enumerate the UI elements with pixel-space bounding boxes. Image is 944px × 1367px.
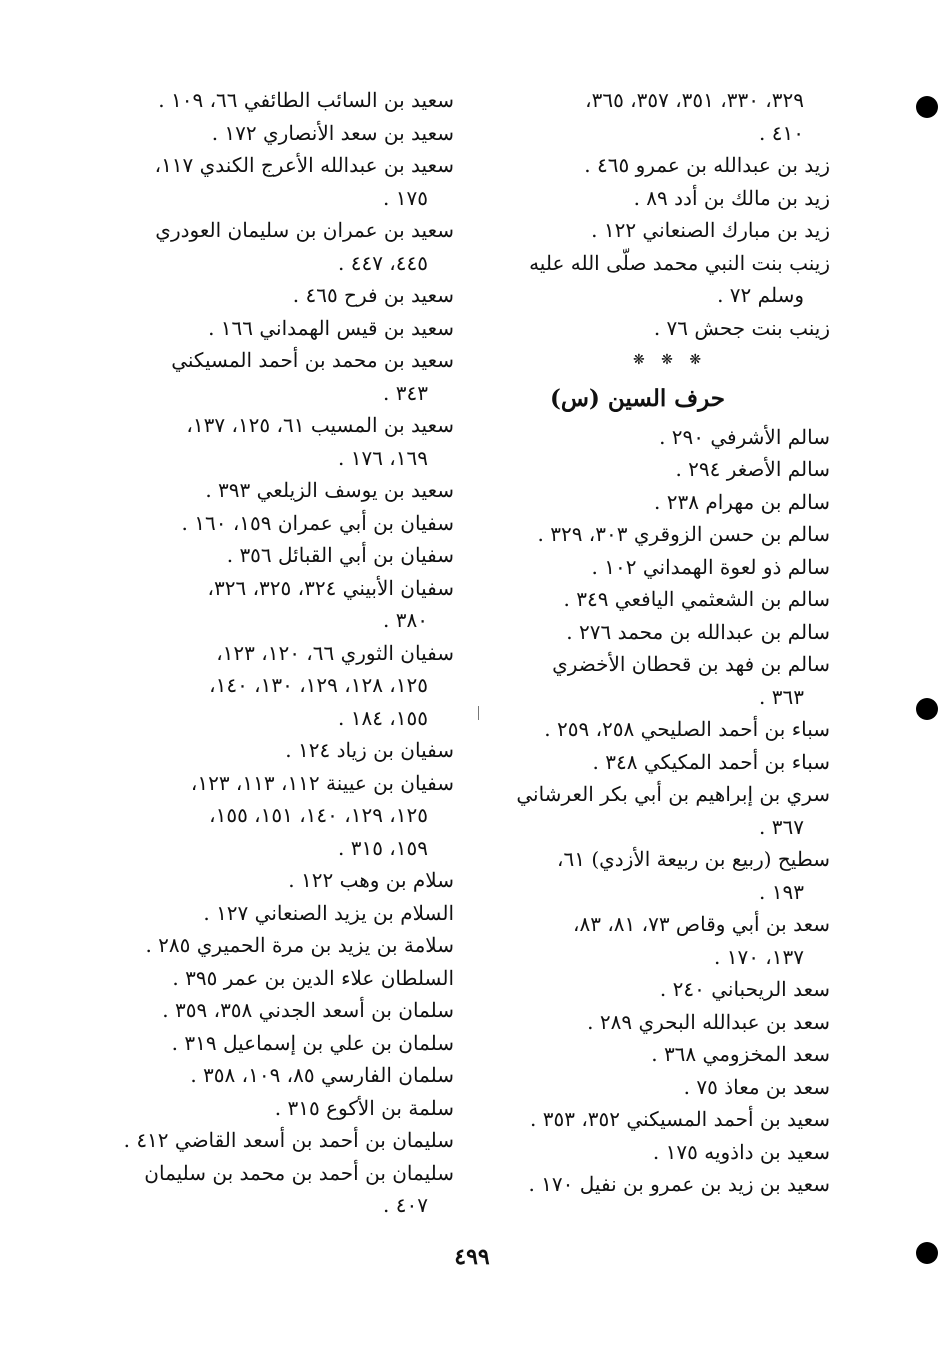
section-heading: حرف السين (س) xyxy=(550,384,725,412)
index-entry-continuation: ٤١٠ . xyxy=(759,120,804,145)
index-entry: سفيان بن زياد ١٢٤ . xyxy=(285,738,454,762)
index-entry: سعيد بن المسيب ٦١، ١٢٥، ١٣٧، xyxy=(186,413,454,437)
index-entry: سالم بن عبدالله بن محمد ٢٧٦ . xyxy=(566,619,830,644)
index-entry: سفيان بن أبي القبائل ٣٥٦ . xyxy=(226,543,454,567)
index-entry: زيد بن عبدالله بن عمرو ٤٦٥ . xyxy=(584,153,830,177)
index-entry-continuation: ١٥٩، ٣١٥ . xyxy=(338,835,428,860)
index-entry: سعد المخزومي ٣٦٨ . xyxy=(651,1042,830,1066)
index-entry-continuation: ١٥٥، ١٨٤ . xyxy=(338,705,428,730)
index-entry: سالم بن مهرام ٢٣٨ . xyxy=(654,489,830,514)
index-entry: سعيد بن السائب الطائفي ٦٦، ١٠٩ . xyxy=(158,88,454,112)
index-entry: سفيان بن أبي عمران ١٥٩، ١٦٠ . xyxy=(181,510,454,535)
index-entry: سعيد بن عبدالله الأعرج الكندي ١١٧، xyxy=(154,153,454,177)
index-entry: سعد بن عبدالله البحري ٢٨٩ . xyxy=(587,1009,830,1034)
binder-hole-top xyxy=(916,96,938,118)
index-entry-continuation: ٤٠٧ . xyxy=(383,1193,428,1217)
index-entry: سليمان بن أحمد بن محمد بن سليمان xyxy=(144,1160,454,1185)
index-entry-continuation: ١٦٩، ١٧٦ . xyxy=(338,445,428,470)
index-entry-continuation: ٣٨٠ . xyxy=(383,608,428,632)
page-number: ٤٩٩ xyxy=(454,1244,490,1270)
index-entry: سلمان الفارسي ٨٥، ١٠٩، ٣٥٨ . xyxy=(190,1063,454,1087)
index-entry: السلام بن يزيد الصنعاني ١٢٧ . xyxy=(203,900,454,925)
index-entry: سلام بن وهب ١٢٢ . xyxy=(288,868,454,892)
index-column-right xyxy=(510,84,830,1201)
index-entry: سطيح (ربيع بن ربيعة الأزدي) ٦١، xyxy=(557,847,830,871)
index-entry: سعيد بن يوسف الزيلعي ٣٩٣ . xyxy=(205,478,454,502)
index-entry-continuation: ١٢٥، ١٢٩، ١٤٠، ١٥١، ١٥٥، xyxy=(209,803,428,827)
index-entry: سعيد بن فرح ٤٦٥ . xyxy=(292,283,454,307)
scan-mark xyxy=(478,706,479,720)
index-entry: سعيد بن قيس الهمداني ١٦٦ . xyxy=(208,315,454,340)
index-entry: سعيد بن محمد بن أحمد المسيكني xyxy=(171,348,454,372)
index-entry: سباء بن أحمد المكيكي ٣٤٨ . xyxy=(592,749,830,774)
index-entry: زيد بن مبارك الصنعاني ١٢٢ . xyxy=(591,218,830,242)
index-entry-continuation: ٣٦٧ . xyxy=(759,814,804,839)
index-entry: سفيان الثوري ٦٦، ١٢٠، ١٢٣، xyxy=(216,640,454,665)
index-entry: سعيد بن سعد الأنصاري ١٧٢ . xyxy=(211,120,454,145)
index-entry-continuation: ١٧٥ . xyxy=(383,185,428,210)
index-entry-continuation: ١٢٥، ١٢٨، ١٢٩، ١٣٠، ١٤٠، xyxy=(209,673,428,697)
index-entry: سلمان بن علي بن إسماعيل ٣١٩ . xyxy=(171,1030,454,1055)
index-entry: سليمان بن أحمد بن أسعد القاضي ٤١٢ . xyxy=(123,1128,454,1152)
index-entry: سعيد بن زيد بن عمرو بن نفيل ١٧٠ . xyxy=(528,1172,830,1196)
index-entry: سفيان الأبيني ٣٢٤، ٣٢٥، ٣٢٦، xyxy=(207,575,454,600)
index-entry: سعيد بن عمران بن سليمان العودري xyxy=(155,218,454,242)
index-entry: سالم الأشرفي ٢٩٠ . xyxy=(659,424,830,449)
index-entry: سعيد بن داذويه ١٧٥ . xyxy=(652,1139,830,1164)
index-entry: سلامة بن يزيد بن مرة الحميري ٢٨٥ . xyxy=(145,933,454,957)
index-entry: سالم ذو لعوة الهمداني ١٠٢ . xyxy=(591,554,830,579)
index-entry-continuation: ٣٢٩، ٣٣٠، ٣٥١، ٣٥٧، ٣٦٥، xyxy=(585,88,804,112)
index-column-left xyxy=(123,84,454,1222)
index-entry: سري بن إبراهيم بن أبي بكر العرشاني xyxy=(516,782,830,806)
index-entry-continuation: ١٣٧، ١٧٠ . xyxy=(714,944,804,969)
index-entry: سعد الريحباني ٢٤٠ . xyxy=(659,977,830,1001)
index-entry: سباء بن أحمد الصليحي ٢٥٨، ٢٥٩ . xyxy=(544,717,830,741)
index-entry-continuation: ٣٦٣ . xyxy=(759,684,804,709)
index-entry: سلمة بن الأكوع ٣١٥ . xyxy=(274,1095,454,1120)
index-entry: سالم بن حسن الزوقري ٣٠٣، ٣٢٩ . xyxy=(537,522,830,546)
index-entry: سلمان بن أسعد الجدني ٣٥٨، ٣٥٩ . xyxy=(162,998,454,1022)
index-entry: سعيد بن أحمد المسيكني ٣٥٢، ٣٥٣ . xyxy=(530,1107,830,1131)
index-entry: سفيان بن عيينة ١١٢، ١١٣، ١٢٣، xyxy=(190,770,454,795)
index-entry-continuation: ١٩٣ . xyxy=(759,879,804,904)
binder-hole-middle xyxy=(916,698,938,720)
index-entry: السلطان علاء الدين بن عمر ٣٩٥ . xyxy=(172,965,454,990)
index-entry: زينب بنت النبي محمد صلّى الله عليه xyxy=(529,250,830,275)
index-entry-continuation: وسلم ٧٢ . xyxy=(717,283,804,307)
index-entry: سالم بن فهد بن قحطان الأخضري xyxy=(552,652,830,676)
index-entry-continuation: ٣٤٣ . xyxy=(383,380,428,405)
index-entry: سالم بن الشعثمي اليافعي ٣٤٩ . xyxy=(563,587,830,611)
index-entry: زيد بن مالك بن أدد ٨٩ . xyxy=(633,185,830,210)
index-entry: سعد بن أبي وقاص ٧٣، ٨١، ٨٣، xyxy=(573,912,830,936)
index-entry-continuation: ٤٤٥، ٤٤٧ . xyxy=(338,250,428,275)
index-entry: سالم الأصغر ٢٩٤ . xyxy=(675,457,830,481)
index-entry: سعد بن معاذ ٧٥ . xyxy=(683,1074,830,1099)
index-entry: زينب بنت جحش ٧٦ . xyxy=(653,315,830,340)
section-separator: ❋ ❋ ❋ xyxy=(632,352,708,368)
